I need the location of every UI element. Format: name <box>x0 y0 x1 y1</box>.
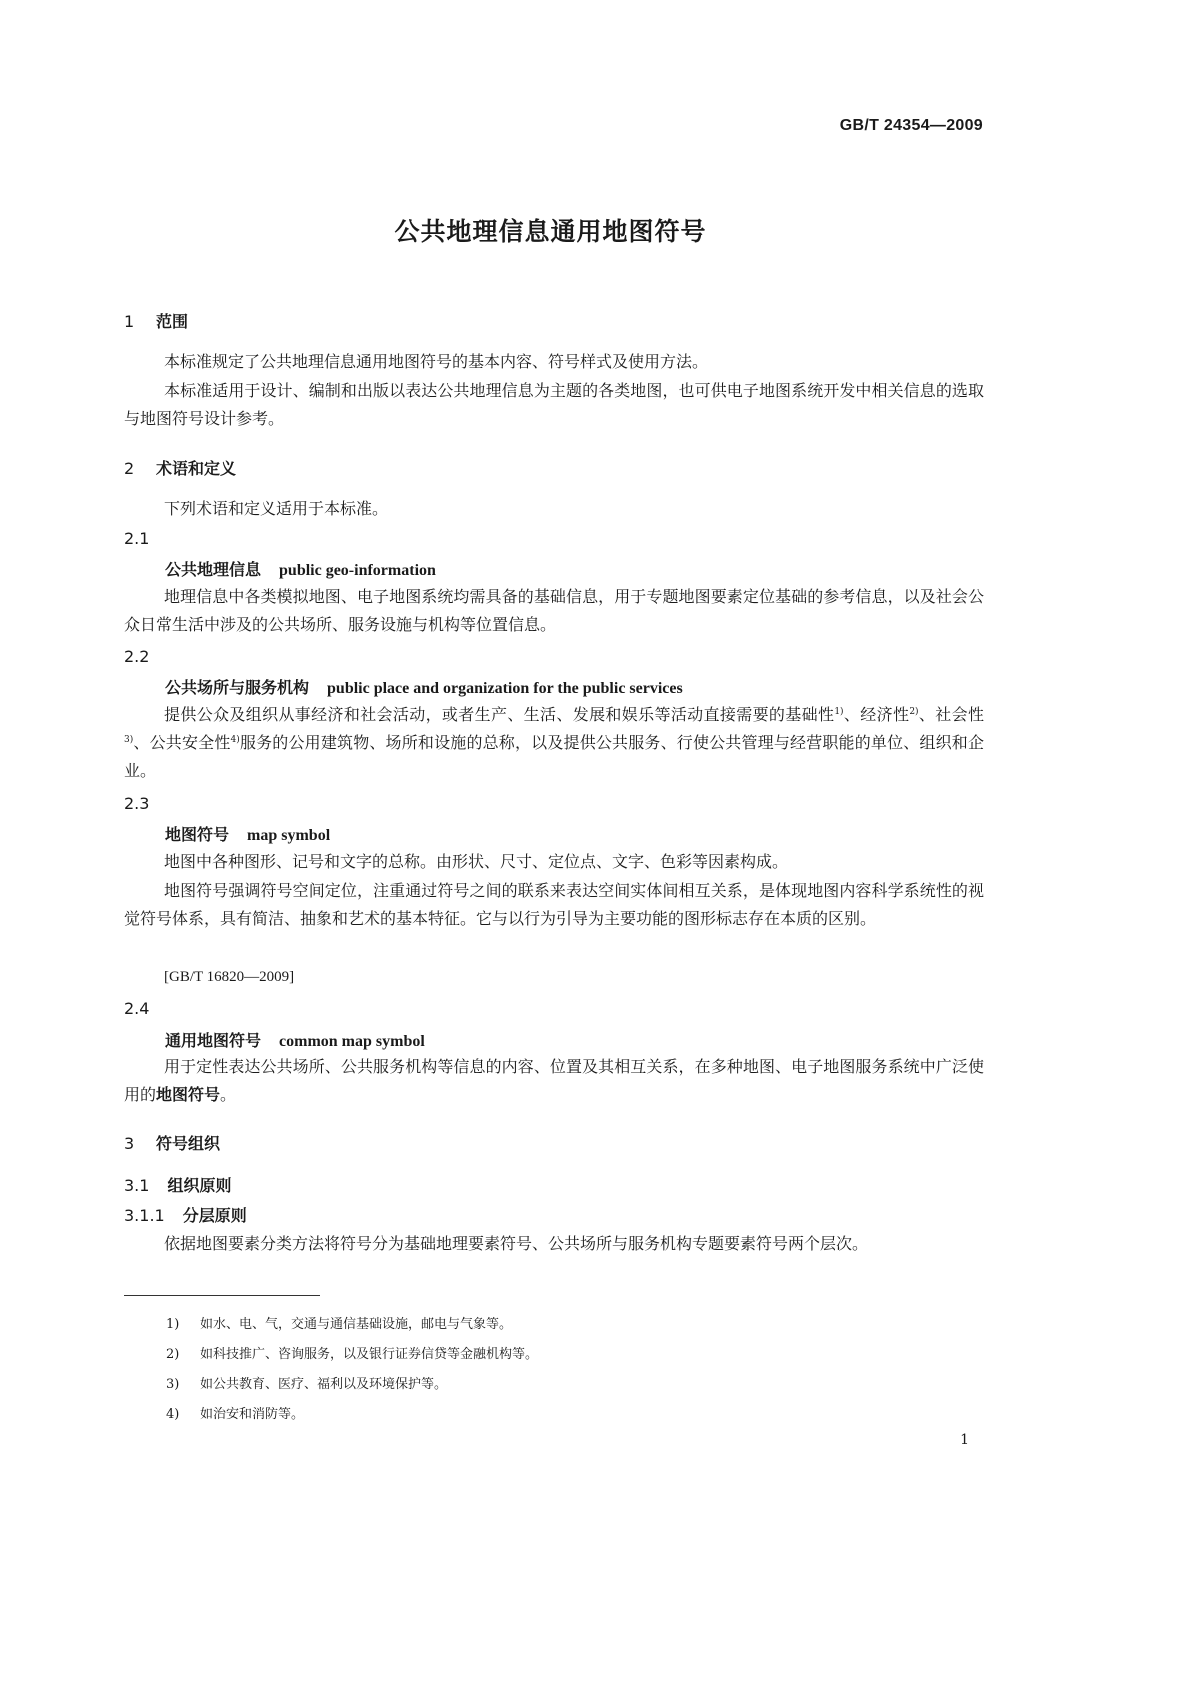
definition-bold-term: 地图符号 <box>156 1085 221 1104</box>
definition-text: 用于定性表达公共场所、公共服务机构等信息的内容、位置及其相互关系，在多种地图、电子地图服务系统中广泛使用的 <box>124 1057 984 1104</box>
footnote-mark: 1) <box>166 1317 180 1332</box>
section-title: 范围 <box>156 312 189 331</box>
subsection-number: 3.1.1 <box>124 1206 165 1225</box>
footnote-ref: 4) <box>230 735 240 745</box>
layering-principle-paragraph: 依据地图要素分类方法将符号分为基础地理要素符号、公共场所与服务机构专题要素符号两个层次。 <box>164 1234 869 1253</box>
footnote-divider <box>124 1295 320 1296</box>
section-title: 符号组织 <box>156 1134 221 1153</box>
term-zh: 通用地图符号 <box>165 1031 262 1050</box>
document-title: 公共地理信息通用地图符号 <box>394 217 707 246</box>
footnote-ref: 2) <box>909 707 919 717</box>
term-en: common map symbol <box>279 1033 425 1050</box>
term-en: public geo-information <box>279 562 436 579</box>
subsection-heading <box>124 1173 231 1196</box>
footnote <box>166 1343 538 1362</box>
scope-paragraph-1: 本标准规定了公共地理信息通用地图符号的基本内容、符号样式及使用方法。 <box>164 352 709 371</box>
footnote-mark: 3) <box>166 1377 180 1392</box>
term-heading <box>165 822 330 845</box>
standard-code: GB/T 24354—2009 <box>839 117 983 134</box>
term-en: map symbol <box>247 827 331 844</box>
section-1-heading <box>124 309 188 332</box>
section-number: 2 <box>124 459 135 478</box>
footnote <box>166 1373 447 1392</box>
scope-paragraph-2: 本标准适用于设计、编制和出版以表达公共地理信息为主题的各类地图，也可供电子地图系统开发中相关信息的选取与地图符号设计参考。 <box>124 381 984 428</box>
term-number: 2.2 <box>124 647 150 666</box>
term-zh: 公共场所与服务机构 <box>165 678 310 697</box>
term-en: public place and organization for the public services <box>327 680 683 697</box>
section-number: 1 <box>124 312 135 331</box>
definition-text: 。 <box>220 1085 237 1104</box>
term-heading <box>165 1028 425 1051</box>
term-heading <box>165 557 436 580</box>
term-definition: 地理信息中各类模拟地图、电子地图系统均需具备的基础信息，用于专题地图要素定位基础的参考信息，以及社会公众日常生活中涉及的公共场所、服务设施与机构等位置信息。 <box>124 587 984 634</box>
term-number: 2.1 <box>124 529 150 548</box>
definition-text: 提供公众及组织从事经济和社会活动，或者生产、生活、发展和娱乐等活动直接需要的基础性 <box>164 705 835 724</box>
footnote-mark: 4) <box>166 1407 180 1422</box>
footnote-text: 如治安和消防等。 <box>200 1407 305 1422</box>
term-definition <box>124 1053 984 1109</box>
term-definition <box>124 701 984 785</box>
subsection-title: 组织原则 <box>167 1176 232 1195</box>
term-number: 2.3 <box>124 794 150 813</box>
section-3-heading <box>124 1131 220 1154</box>
definition-text: 、经济性 <box>843 705 910 724</box>
page-number: 1 <box>960 1432 969 1448</box>
term-definition: 地图中各种图形、记号和文字的总称。由形状、尺寸、定位点、文字、色彩等因素构成。 <box>164 852 789 871</box>
definition-text: 、公共安全性 <box>133 733 231 752</box>
section-title: 术语和定义 <box>156 459 237 478</box>
footnote-text: 如水、电、气，交通与通信基础设施，邮电与气象等。 <box>200 1317 513 1332</box>
section-2-heading <box>124 456 236 479</box>
footnote-text: 如科技推广、咨询服务，以及银行证券信贷等金融机构等。 <box>200 1347 539 1362</box>
definition-text: 服务的公用建筑物、场所和设施的总称，以及提供公共服务、行使公共管理与经营职能的单位、组织和企业。 <box>124 733 984 780</box>
terms-intro: 下列术语和定义适用于本标准。 <box>164 499 389 518</box>
term-number: 2.4 <box>124 999 150 1018</box>
footnote-mark: 2) <box>166 1347 180 1362</box>
term-zh: 公共地理信息 <box>165 560 262 579</box>
subsection-title: 分层原则 <box>182 1206 247 1225</box>
reference-citation: [GB/T 16820—2009] <box>164 969 295 985</box>
footnote <box>166 1313 512 1332</box>
term-heading <box>165 675 683 698</box>
subsection-number: 3.1 <box>124 1176 150 1195</box>
term-zh: 地图符号 <box>165 825 230 844</box>
footnote-ref: 1) <box>834 707 844 717</box>
section-number: 3 <box>124 1134 135 1153</box>
footnote-ref: 3) <box>124 735 134 745</box>
footnote-text: 如公共教育、医疗、福利以及环境保护等。 <box>200 1377 448 1392</box>
definition-text: 、社会性 <box>918 705 984 724</box>
term-definition-note: 地图符号强调符号空间定位，注重通过符号之间的联系来表达空间实体间相互关系，是体现地图内容科学系统性的视觉符号体系，具有简洁、抽象和艺术的基本特征。它与以行为引导为主要功能的图形标志存在本质的区别。 <box>124 881 984 928</box>
subsubsection-heading <box>124 1203 247 1226</box>
footnote <box>166 1403 304 1422</box>
